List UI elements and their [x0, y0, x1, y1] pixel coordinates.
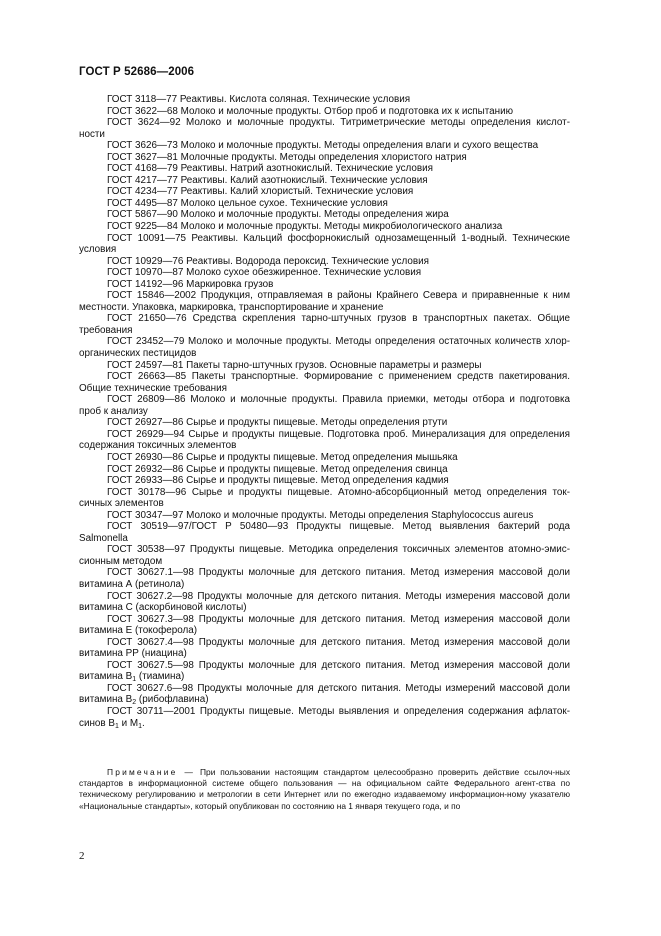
- reference-code: ГОСТ 23452—79: [107, 336, 185, 348]
- reference-title: Сырье и продукты пищевые. Атомно-абсорбционный метод определения ток-сичных элементов: [79, 486, 570, 510]
- page-header: ГОСТ Р 52686—2006: [79, 66, 195, 78]
- reference-code: ГОСТ 30627.5—98: [107, 659, 194, 671]
- normative-references-list: [79, 94, 570, 729]
- reference-code: ГОСТ 26663—85: [107, 371, 187, 383]
- reference-item: [79, 336, 570, 359]
- reference-title: Сырье и продукты пищевые. Методы определения ртути: [186, 417, 448, 429]
- reference-title: Молоко и молочные продукты. Отбор проб и подготовка их к испытанию: [180, 105, 514, 117]
- reference-title: Молоко и молочные продукты. Титриметрические методы определения кислот-ности: [79, 117, 570, 140]
- reference-code: ГОСТ 3624—92: [107, 117, 181, 129]
- reference-code: ГОСТ 30538—97: [107, 544, 186, 556]
- reference-title: Пакеты тарно-штучных грузов. Основные параметры и размеры: [186, 359, 482, 371]
- vitamin-name: (тиамина): [136, 671, 185, 683]
- reference-item: [79, 117, 570, 140]
- reference-title: Реактивы. Водорода пероксид. Технические условия: [186, 255, 429, 267]
- reference-title: Реактивы. Кислота соляная. Технические условия: [179, 94, 411, 105]
- reference-code: ГОСТ 3626—73: [107, 140, 178, 152]
- reference-item: [79, 152, 570, 164]
- reference-item: [79, 233, 570, 256]
- reference-title: Продукты молочные для детского питания. Метод измерения массовой доли витамина: [79, 659, 571, 683]
- reference-item: [79, 163, 570, 175]
- reference-item: [79, 313, 570, 336]
- note-text: При пользовании настоящим стандартом целесообразно проверить действие ссылоч-ных стандартов в информационной системе общего пользования — на официальном сайте Федерального агент-ства по техническому регулированию и метрологии в сети Интернет или по ежегодно издаваемому информацион-ному указателю «Национальные стандарты», который опубликован по состоянию на 1 января текущего года, и по: [79, 767, 571, 811]
- reference-title: Пакеты транспортные. Формирование с применением средств пакетирования. Общие технические требования: [79, 371, 571, 394]
- vitamin-name: (рибофлавина): [136, 694, 209, 706]
- reference-item: [79, 106, 570, 118]
- reference-code: ГОСТ 3627—81: [107, 151, 178, 163]
- reference-code: ГОСТ 30627.1—98: [107, 567, 194, 579]
- reference-item: [79, 567, 570, 590]
- reference-title: Молоко и молочные продукты. Методы определения остаточных количеств хлор-органических пестицидов: [79, 336, 571, 360]
- reference-item: [79, 706, 570, 729]
- reference-code: ГОСТ 4217—77: [107, 174, 178, 186]
- vitamin-symbol: B: [125, 694, 133, 706]
- reference-code: ГОСТ 26933—86: [107, 475, 184, 487]
- reference-title: Продукты молочные для детского питания. Методы измерений массовой доли витамина: [79, 682, 570, 706]
- reference-code: ГОСТ 10970—87: [107, 267, 184, 279]
- reference-title: Реактивы. Натрий азотнокислый. Технические условия: [180, 163, 433, 175]
- reference-item: [79, 660, 570, 683]
- reference-code: ГОСТ 30711—2001: [107, 705, 196, 717]
- reference-item: [79, 544, 570, 567]
- reference-item: [79, 475, 570, 487]
- note-label: Примечание —: [107, 767, 196, 777]
- reference-code: ГОСТ 4495—87: [107, 197, 178, 209]
- reference-item: [79, 267, 570, 279]
- reference-title: Молоко цельное сухое. Технические условия: [180, 197, 388, 209]
- reference-item: [79, 510, 570, 522]
- reference-item: [79, 256, 570, 268]
- reference-title: Продукты пищевые. Методы выявления и определения содержания афлаток-синов: [79, 705, 570, 729]
- reference-item: [79, 221, 570, 233]
- reference-item: [79, 140, 570, 152]
- reference-code: ГОСТ 26929—94: [107, 428, 185, 440]
- reference-item: [79, 591, 570, 614]
- reference-code: ГОСТ 4168—79: [107, 163, 178, 175]
- reference-title: Молоко сухое обезжиренное. Технические условия: [186, 267, 422, 279]
- reference-item: [79, 683, 570, 706]
- reference-item: [79, 521, 570, 544]
- vitamin-symbol: B: [125, 671, 133, 683]
- reference-item: [79, 637, 570, 660]
- reference-code: ГОСТ 30627.6—98: [107, 682, 194, 694]
- reference-title: Сырье и продукты пищевые. Подготовка проб. Минерализация для определения содержания токсичных элементов: [79, 428, 570, 452]
- reference-title: Средства скрепления тарно-штучных грузов в транспортных пакетах. Общие требования: [79, 313, 571, 336]
- reference-title: Реактивы. Кальций фосфорнокислый однозамещенный 1-водный. Технические условия: [79, 232, 570, 256]
- reference-title: Продукты пищевые. Методика определения токсичных элементов атомно-эмис-сионным методом: [79, 544, 571, 567]
- reference-title: Молоко и молочные продукты. Методы определения влаги и сухого вещества: [180, 140, 539, 152]
- reference-title: Реактивы. Калий азотнокислый. Технические условия: [180, 174, 428, 186]
- reference-item: [79, 175, 570, 187]
- reference-item: [79, 487, 570, 510]
- reference-code: ГОСТ 26809—86: [107, 394, 186, 406]
- reference-code: ГОСТ 5867—90: [107, 209, 178, 221]
- reference-item: [79, 94, 570, 106]
- reference-title: Реактивы. Калий хлористый. Технические условия: [180, 186, 414, 198]
- reference-item: [79, 290, 570, 313]
- reference-code: ГОСТ 26930—86: [107, 451, 184, 463]
- reference-code: ГОСТ 30178—96: [107, 486, 187, 498]
- reference-title: Продукты молочные для детского питания. Методы измерения массовой доли витамина С (аскорбиновой кислоты): [79, 590, 570, 614]
- reference-title: Молоко и молочные продукты. Правила приемки, методы отбора и подготовка проб к анализу: [79, 394, 570, 417]
- reference-item: [79, 452, 570, 464]
- reference-code: ГОСТ 26927—86: [107, 417, 184, 429]
- reference-code: ГОСТ 30627.4—98: [107, 636, 194, 648]
- reference-item: [79, 209, 570, 221]
- reference-title: Маркировка грузов: [186, 278, 274, 290]
- reference-item: [79, 429, 570, 452]
- reference-code: ГОСТ 21650—76: [107, 313, 187, 325]
- reference-item: [79, 394, 570, 417]
- reference-code: ГОСТ 24597—81: [107, 359, 184, 371]
- reference-code: ГОСТ 30627.3—98: [107, 613, 194, 625]
- reference-item: [79, 198, 570, 210]
- reference-title: Сырье и продукты пищевые. Метод определения мышьяка: [186, 451, 458, 463]
- reference-item: [79, 614, 570, 637]
- reference-item: [79, 279, 570, 291]
- reference-title: Продукты молочные для детского питания. Метод измерения массовой доли витамина А (ретинола): [79, 567, 571, 590]
- reference-code: ГОСТ 9225—84: [107, 221, 178, 233]
- reference-item: [79, 186, 570, 198]
- reference-title: Продукты пищевые. Метод выявления бактерий рода Salmonella: [79, 521, 570, 544]
- reference-title: Сырье и продукты пищевые. Метод определения свинца: [186, 463, 448, 475]
- reference-code: ГОСТ 26932—86: [107, 463, 184, 475]
- vitamin-subscript: 2: [132, 699, 137, 707]
- reference-title: Молочные продукты. Методы определения хлористого натрия: [180, 151, 467, 163]
- reference-code: ГОСТ 3118—77: [107, 94, 178, 105]
- reference-code: ГОСТ 14192—96: [107, 278, 184, 290]
- reference-code: ГОСТ 10091—75: [107, 232, 186, 244]
- reference-code: ГОСТ 4234—77: [107, 186, 178, 198]
- reference-title: Продукты молочные для детского питания. Метод измерения массовой доли витамина Е (токоферола): [79, 613, 571, 637]
- reference-code: ГОСТ 3622—68: [107, 105, 178, 117]
- reference-code: ГОСТ 10929—76: [107, 255, 184, 267]
- page-number: 2: [79, 850, 85, 862]
- reference-item: [79, 417, 570, 429]
- aflatoxin-symbols: $B_1$ и $M_1$.: [105, 717, 145, 730]
- reference-item: [79, 464, 570, 476]
- reference-title: Сырье и продукты пищевые. Метод определения кадмия: [186, 475, 449, 487]
- reference-title: Молоко и молочные продукты. Методы микробиологического анализа: [180, 221, 503, 233]
- reference-item: [79, 360, 570, 372]
- vitamin-subscript: 1: [132, 676, 137, 684]
- reference-title: Продукты молочные для детского питания. Метод измерения массовой доли витамина РР (ниацина): [79, 636, 571, 660]
- reference-title: Молоко и молочные продукты. Методы определения Staphylococcus aureus: [186, 509, 534, 521]
- reference-code: ГОСТ 30519—97/ГОСТ Р 50480—93: [107, 521, 289, 533]
- reference-code: ГОСТ 15846—2002: [107, 290, 197, 302]
- reference-code: ГОСТ 30627.2—98: [107, 590, 194, 602]
- reference-title: Молоко и молочные продукты. Методы определения жира: [180, 209, 449, 221]
- note-paragraph: [79, 767, 570, 812]
- reference-item: [79, 371, 570, 394]
- reference-title: Продукция, отправляемая в районы Крайнего Севера и приравненные к ним местности. Упаковка, маркировка, транспортирование и хранение: [79, 290, 570, 313]
- reference-code: ГОСТ 30347—97: [107, 509, 184, 521]
